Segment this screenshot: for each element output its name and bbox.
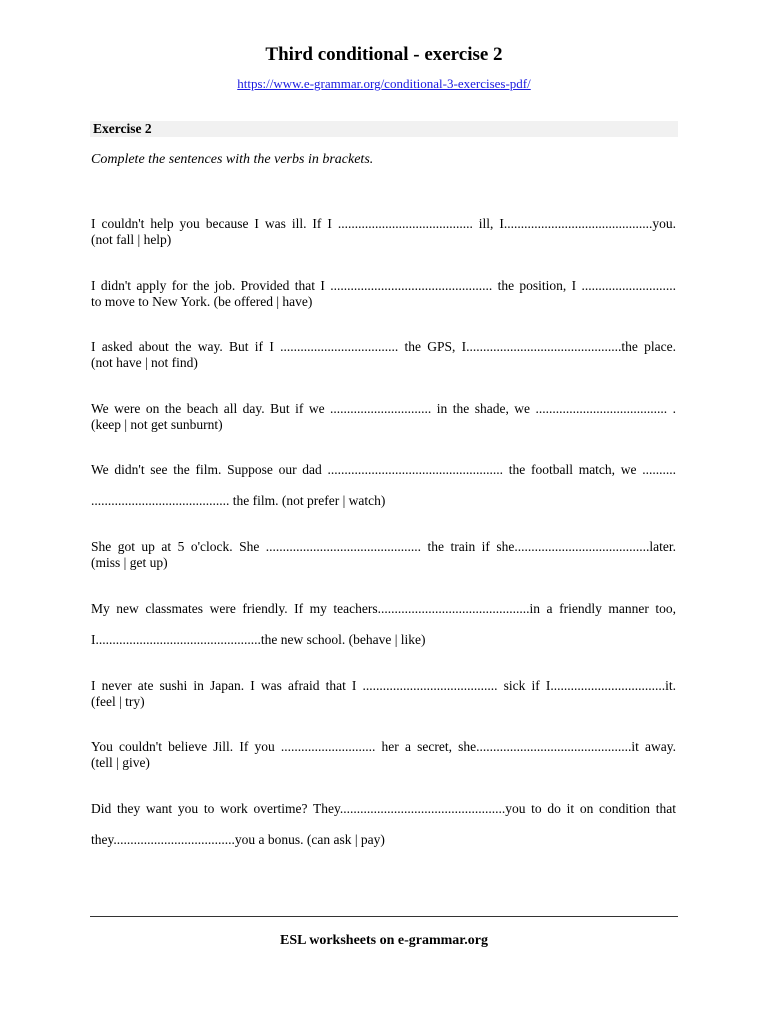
exercise-item-4 bbox=[91, 401, 676, 433]
exercise-item-3 bbox=[91, 339, 676, 371]
item-line: (keep | not get sunburnt) bbox=[91, 417, 223, 432]
source-link[interactable]: https://www.e-grammar.org/conditional-3-exercises-pdf/ bbox=[237, 76, 531, 91]
item-line: I asked about the way. But if I ................................... the GPS, I..............................................the place. bbox=[91, 339, 676, 354]
item-line: We were on the beach all day. But if we .............................. in the shade, we ....................................... . bbox=[91, 401, 676, 416]
page-title: Third conditional - exercise 2 bbox=[265, 44, 503, 65]
exercise-item-8 bbox=[91, 678, 676, 710]
footer-divider bbox=[90, 916, 678, 917]
item-line: Did they want you to work overtime? They.................................................you to do it on condition that bbox=[91, 801, 676, 816]
exercise-item-9 bbox=[91, 739, 676, 771]
item-line: You couldn't believe Jill. If you ............................ her a secret, she..............................................it away. bbox=[91, 739, 676, 754]
footer-text: ESL worksheets on e-grammar.org bbox=[280, 933, 488, 948]
source-link-wrapper bbox=[0, 75, 768, 93]
item-line: My new classmates were friendly. If my teachers.............................................in a friendly manner too, bbox=[91, 601, 676, 616]
item-line: ......................................... the film. (not prefer | watch) bbox=[91, 493, 386, 508]
item-line: We didn't see the film. Suppose our dad .................................................... the football match, we .......... bbox=[91, 462, 676, 477]
item-line: to move to New York. (be offered | have) bbox=[91, 294, 313, 309]
item-line: I couldn't help you because I was ill. If I ........................................ ill, I............................................you. bbox=[91, 216, 676, 231]
exercise-item-10 bbox=[91, 801, 676, 848]
item-line: (not have | not find) bbox=[91, 355, 198, 370]
exercise-item-7 bbox=[91, 601, 676, 648]
exercise-label: Exercise 2 bbox=[93, 121, 152, 136]
exercise-item-1 bbox=[91, 216, 676, 248]
item-line: they....................................you a bonus. (can ask | pay) bbox=[91, 832, 385, 847]
exercise-instruction: Complete the sentences with the verbs in brackets. bbox=[91, 152, 374, 167]
exercise-item-2 bbox=[91, 278, 676, 310]
item-line: I.................................................the new school. (behave | like) bbox=[91, 632, 426, 647]
item-line: She got up at 5 o'clock. She .............................................. the train if she........................................later. bbox=[91, 539, 676, 554]
item-line: I didn't apply for the job. Provided that I ................................................ the position, I ............................ bbox=[91, 278, 676, 293]
item-line: (feel | try) bbox=[91, 694, 145, 709]
item-line: I never ate sushi in Japan. I was afraid that I ........................................ sick if I..................................it. bbox=[91, 678, 676, 693]
exercise-header bbox=[90, 121, 678, 137]
exercise-item-6 bbox=[91, 539, 676, 571]
item-line: (tell | give) bbox=[91, 755, 150, 770]
item-line: (miss | get up) bbox=[91, 555, 168, 570]
item-line: (not fall | help) bbox=[91, 232, 172, 247]
exercise-item-5 bbox=[91, 462, 676, 509]
